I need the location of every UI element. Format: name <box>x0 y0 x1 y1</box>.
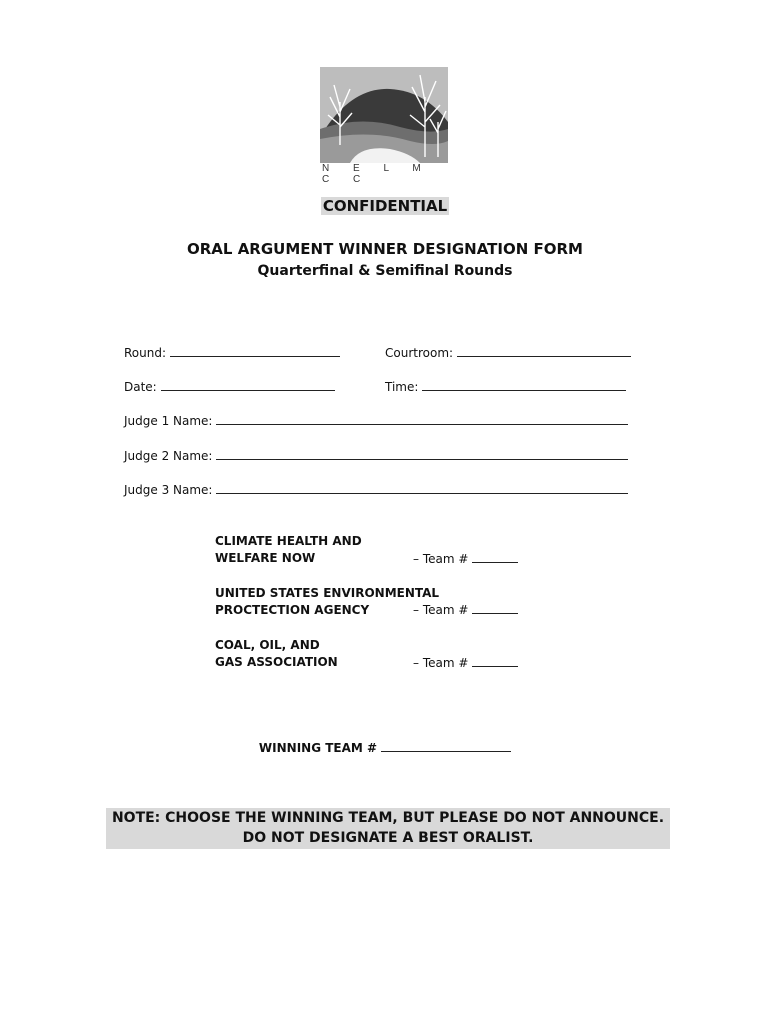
team-name-line2: GAS ASSOCIATION <box>215 655 338 669</box>
judge1-label: Judge 1 Name: <box>124 414 213 428</box>
judge1-blank[interactable] <box>216 413 628 425</box>
team-number-1[interactable] <box>413 551 518 566</box>
judge1-field[interactable] <box>124 413 628 428</box>
team-number-label: – Team # <box>413 603 469 617</box>
judge3-label: Judge 3 Name: <box>124 483 213 497</box>
team-name-line1: CLIMATE HEALTH AND <box>215 534 362 548</box>
winning-team-label: WINNING TEAM # <box>258 741 378 755</box>
courtroom-field[interactable] <box>385 345 631 360</box>
team-name-line1: COAL, OIL, AND <box>215 638 320 652</box>
team-name-line2: WELFARE NOW <box>215 551 316 565</box>
team-number-label: – Team # <box>413 656 469 670</box>
courtroom-blank[interactable] <box>457 345 631 357</box>
team-number-label: – Team # <box>413 552 469 566</box>
logo-landscape-image <box>320 67 448 163</box>
winning-team-field[interactable] <box>0 740 770 755</box>
logo-letters: N E L M C C <box>322 163 432 185</box>
confidential-heading <box>0 197 770 215</box>
time-blank[interactable] <box>422 379 626 391</box>
note-line2: DO NOT DESIGNATE A BEST ORALIST. <box>242 830 534 846</box>
courtroom-label: Courtroom: <box>385 346 454 360</box>
team-number-2[interactable] <box>413 602 518 617</box>
team-entry-1 <box>215 533 362 567</box>
team-number-blank[interactable] <box>472 655 518 667</box>
round-blank[interactable] <box>170 345 340 357</box>
team-name-line1: UNITED STATES ENVIRONMENTAL <box>215 586 440 600</box>
date-field[interactable] <box>124 379 335 394</box>
team-entry-2 <box>215 585 439 619</box>
round-label: Round: <box>124 346 167 360</box>
confidential-label: CONFIDENTIAL <box>322 197 448 215</box>
note-line1: NOTE: CHOOSE THE WINNING TEAM, BUT PLEASE DO NOT ANNOUNCE. <box>111 810 665 826</box>
judge2-field[interactable] <box>124 448 628 463</box>
date-label: Date: <box>124 380 157 394</box>
nelmcc-logo <box>320 67 448 185</box>
round-field[interactable] <box>124 345 340 360</box>
winning-team-blank[interactable] <box>381 740 511 752</box>
note-box <box>106 808 670 849</box>
time-label: Time: <box>385 380 419 394</box>
team-number-3[interactable] <box>413 655 518 670</box>
team-name-line2: PROCTECTION AGENCY <box>215 603 370 617</box>
judge3-field[interactable] <box>124 482 628 497</box>
judge3-blank[interactable] <box>216 482 628 494</box>
judge2-blank[interactable] <box>216 448 628 460</box>
team-number-blank[interactable] <box>472 551 518 563</box>
date-blank[interactable] <box>161 379 335 391</box>
team-number-blank[interactable] <box>472 602 518 614</box>
form-subtitle: Quarterfinal & Semifinal Rounds <box>257 263 513 279</box>
form-title: ORAL ARGUMENT WINNER DESIGNATION FORM <box>187 240 583 258</box>
time-field[interactable] <box>385 379 626 394</box>
judge2-label: Judge 2 Name: <box>124 449 213 463</box>
team-entry-3 <box>215 637 338 671</box>
